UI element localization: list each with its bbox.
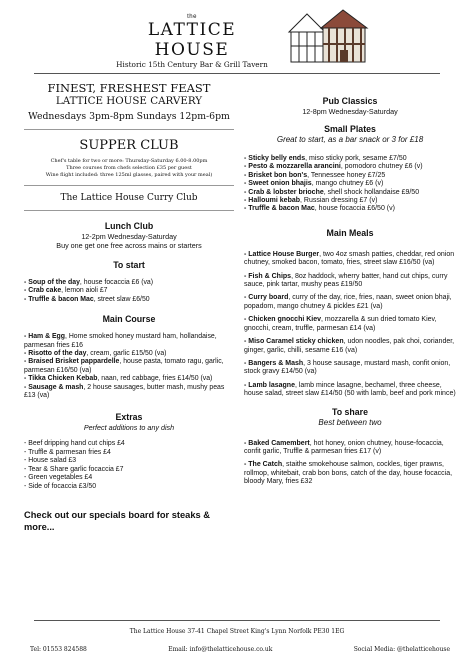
lunch-club-offer: Buy one get one free across mains or starters — [56, 241, 202, 250]
list-item: - Curry board, curry of the day, rice, fries, naan, sweet onion bhaji, popadom, mango chutney & pickles £21 (va) — [244, 294, 456, 311]
list-item: - Truffle & bacon Mac, house focaccia £6/50 (v) — [244, 205, 456, 213]
feast-title: FINEST, FRESHEST FEAST — [47, 81, 211, 95]
list-item: - Truffle & parmesan fries £4 — [24, 448, 111, 456]
carvery-title: LATTICE HOUSE CARVERY — [55, 95, 203, 107]
pub-classics-title: Pub Classics — [322, 96, 378, 106]
list-item: - Sticky belly ends, miso sticky pork, sesame £7/50 — [244, 155, 456, 163]
list-item: - Risotto of the day, cream, garlic £15/50 (va) — [24, 350, 234, 358]
footer-phone[interactable]: Tel: 01553 824588 — [30, 646, 87, 653]
to-share-title: To share — [331, 406, 368, 417]
list-item: - Sausage & mash, 2 house sausages, butter mash, mushy peas £13 (va) — [24, 384, 234, 401]
footer-contacts — [30, 646, 450, 654]
brand-the: the — [187, 14, 197, 20]
extras-title: Extras — [115, 412, 143, 423]
list-item: - Ham & Egg, Home smoked honey mustard ham, hollandaise, parmesan fries £16 — [24, 333, 234, 350]
page-footer — [0, 628, 474, 653]
main-meals-title: Main Meals — [326, 227, 374, 238]
list-item: - The Catch, staithe smokehouse salmon, cockles, tiger prawns, rollmop, whitebait, crab bon bons, catch of the day, house focaccia, bloody Mary, fries £32 — [244, 461, 456, 486]
divider — [24, 129, 234, 130]
list-item: - Sweet onion bhajis, mango chutney £6 (v) — [244, 180, 456, 188]
list-item: - Truffle & bacon Mac, street slaw £6/50 — [24, 296, 234, 304]
list-item: - Pesto & mozzarella arancini, pomodoro chutney £6 (v) — [244, 163, 456, 171]
list-item: - Beef dripping hand cut chips £4 — [24, 440, 125, 448]
pub-classics-hours: 12-8pm Wednesday-Saturday — [302, 107, 398, 116]
divider — [24, 185, 234, 186]
footer-email[interactable]: Email: info@thelatticehouse.co.uk — [168, 646, 273, 653]
page-header — [0, 0, 474, 72]
to-start-title: To start — [113, 260, 145, 270]
lunch-club-title: Lunch Club — [104, 221, 154, 231]
right-column — [244, 96, 456, 492]
brand-tagline: Historic 15th Century Bar & Grill Tavern — [116, 60, 268, 69]
footer-divider — [34, 620, 440, 621]
list-item: - Chicken gnocchi Kiev, mozzarella & sun dried tomato Kiev, gnocchi, cream, truffle, parmesan £14 (va) — [244, 316, 456, 333]
lunch-club-hours: 12-2pm Wednesday-Saturday — [81, 232, 177, 241]
list-item: - Crab & lobster brioche, shell shock hollandaise £9/50 — [244, 189, 456, 197]
list-item: - House salad £3 — [24, 457, 77, 465]
list-item: - Halloumi kebab, Russian dressing £7 (v) — [244, 197, 456, 205]
carvery-times: Wednesdays 3pm-8pm Sundays 12pm-6pm — [28, 111, 230, 122]
list-item: - Crab cake, lemon aioli £7 — [24, 287, 234, 295]
main-course-title: Main Course — [102, 314, 156, 325]
divider — [24, 210, 234, 211]
brand-logo — [108, 14, 276, 70]
small-plates-subtitle: Great to start, as a bar snack or 3 for £18 — [276, 135, 424, 144]
list-item: - Soup of the day, house focaccia £6 (va) — [24, 279, 234, 287]
extras-subtitle: Perfect additions to any dish — [83, 423, 175, 433]
list-item: - Side of focaccia £3/50 — [24, 482, 97, 490]
list-item: - Bangers & Mash, 3 house sausage, mustard mash, confit onion, stock gravy £14/50 (va) — [244, 360, 456, 377]
list-item: - Braised Brisket pappardelle, house pasta, tomato ragu, garlic, parmesan £16/50 (va) — [24, 358, 234, 375]
list-item: - Fish & Chips, 8oz haddock, wherry batter, hand cut chips, curry sauce, pink tartar, mushy peas £19/50 — [244, 273, 456, 290]
supper-club-note: Chef's table for two or more: Thursday-Saturday 6.00-8.00pm — [50, 158, 208, 164]
list-item: - Miso Caramel sticky chicken, udon noodles, pak choi, coriander, ginger, garlic, chilli, sesame £16 (va) — [244, 338, 456, 355]
supper-club-note: Three courses from chefs selection £35 per guest — [66, 165, 192, 171]
list-item: - Lamb lasagne, lamb mince lasagne, bechamel, three cheese, house salad, street slaw £14/50 (50 with lamb, beef and pork mince) — [244, 382, 456, 399]
specials-callout: Check out our specials board for steaks & more... — [24, 509, 210, 532]
curry-club-title: The Lattice House Curry Club — [60, 193, 198, 203]
tudor-building-icon — [285, 6, 369, 64]
list-item: - Baked Camembert, hot honey, onion chutney, house-focaccia, confit garlic, Truffle & parmesan fries £17 (v) — [244, 440, 456, 457]
small-plates-title: Small Plates — [324, 124, 376, 134]
supper-club-title: SUPPER CLUB — [79, 138, 179, 153]
to-share-subtitle: Best between two — [318, 417, 382, 427]
left-column — [24, 82, 234, 533]
list-item: - Lattice House Burger, two 4oz smash patties, cheddar, red onion chutney, smoked bacon, tomato, fries, street slaw £16/50 (va) — [244, 251, 456, 268]
supper-club-note: Wine flight included: three 125ml glasses, paired with your meal) — [45, 172, 213, 178]
list-item: - Tikka Chicken Kebab, naan, red cabbage, fries £14/50 (va) — [24, 375, 234, 383]
header-divider — [34, 73, 440, 74]
list-item: - Green vegetables £4 — [24, 474, 93, 482]
list-item: - Brisket bon bon's, Tennessee honey £7/25 — [244, 172, 456, 180]
list-item: - Tear & Share garlic focaccia £7 — [24, 465, 124, 473]
footer-address: The Lattice House 37-41 Chapel Street King's Lynn Norfolk PE30 1EG — [129, 628, 345, 635]
brand-name: LATTICE HOUSE — [147, 20, 237, 60]
footer-social[interactable]: Social Media: @thelatticehouse — [353, 646, 450, 653]
